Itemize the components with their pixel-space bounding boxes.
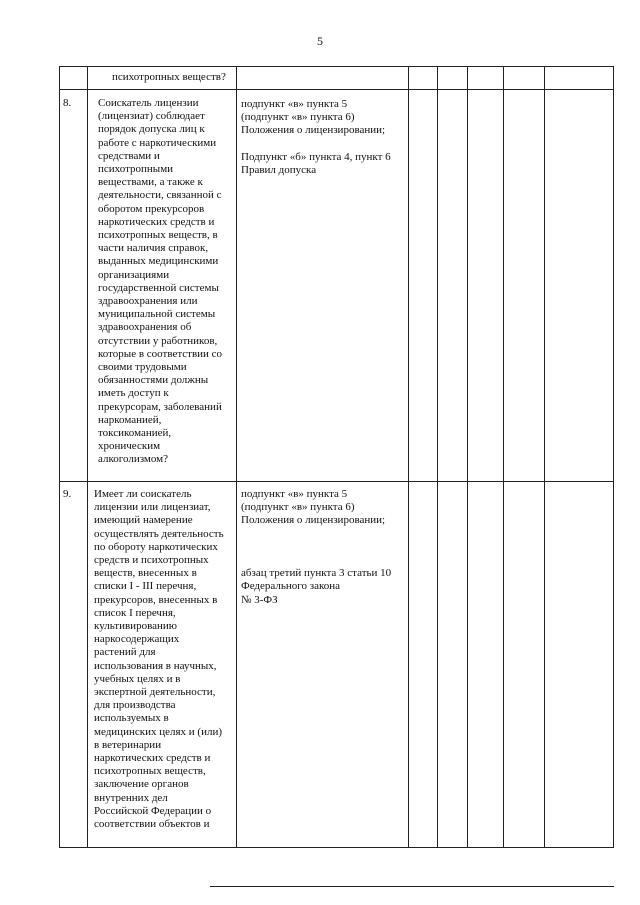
note-cell: [545, 90, 614, 482]
reference-cell: [237, 90, 409, 482]
answer-cell-yes: [409, 67, 438, 90]
row-number: 9.: [63, 488, 72, 500]
requirement-cell: [88, 90, 237, 482]
note-cell: [545, 482, 614, 848]
row-number-cell: [60, 90, 88, 482]
answer-cell-extra: [504, 482, 545, 848]
answer-cell-no: [438, 482, 468, 848]
page-number: 5: [317, 34, 323, 48]
answer-cell-extra: [504, 90, 545, 482]
answer-cell-na: [468, 482, 504, 848]
row-number: 8.: [63, 97, 72, 109]
reference-text: подпункт «в» пункта 5 (подпункт «в» пункта 6) Положения о лицензировании; Подпункт «б» пункта 4, пункт 6 Правил допуска: [241, 98, 391, 177]
answer-cell-extra: [504, 67, 545, 90]
requirement-text: Соискатель лицензии (лицензиат) соблюдает порядок допуска лиц к работе с наркотическими средствами и психотропными веществами, а также к деятельности, связанной с оборотом прекурсоров наркотических средств и психотропных веществ, в части наличия справок, выданных медицинскими организациями государственной системы здравоохранения или муниципальной системы здравоохранения об отсутствии у работников, которые в соответствии со своими трудовыми обязанностями должны иметь доступ к прекурсорам, заболеваний наркоманией, токсикоманией, хроническим алкоголизмом?: [98, 97, 223, 466]
row-number-cell: [60, 482, 88, 848]
requirement-cell: [88, 482, 237, 848]
requirement-cell: [88, 67, 237, 90]
checklist-table: [59, 66, 614, 848]
table-row: [60, 482, 614, 848]
requirement-text: Имеет ли соискатель лицензии или лицензиат, имеющий намерение осуществлять деятельность по обороту наркотических средств и психотропных веществ, внесенных в списки I - III перечня, прекурсоров, внесенных в список I перечня, культивированию наркосодержащих растений для использования в научных, учебных целях и в экспертной деятельности, для производства используемых в медицинских целях и (или) в ветеринарии наркотических средств и психотропных веществ, заключение органов внутренних дел Российской Федерации о соответствии объектов и: [94, 488, 224, 831]
answer-cell-yes: [409, 90, 438, 482]
table-row: [60, 90, 614, 482]
reference-text: подпункт «в» пункта 5 (подпункт «в» пункта 6) Положения о лицензировании; абзац третий пункта 3 статьи 10 Федерального закона № 3-ФЗ: [241, 488, 392, 606]
reference-cell: [237, 482, 409, 848]
answer-cell-na: [468, 90, 504, 482]
answer-cell-no: [438, 90, 468, 482]
note-cell: [545, 67, 614, 90]
reference-cell: [237, 67, 409, 90]
row-number-cell: [60, 67, 88, 90]
requirement-text: психотропных веществ?: [112, 71, 226, 83]
answer-cell-yes: [409, 482, 438, 848]
answer-cell-na: [468, 67, 504, 90]
bottom-rule: [210, 886, 614, 887]
table-row: [60, 67, 614, 90]
answer-cell-no: [438, 67, 468, 90]
